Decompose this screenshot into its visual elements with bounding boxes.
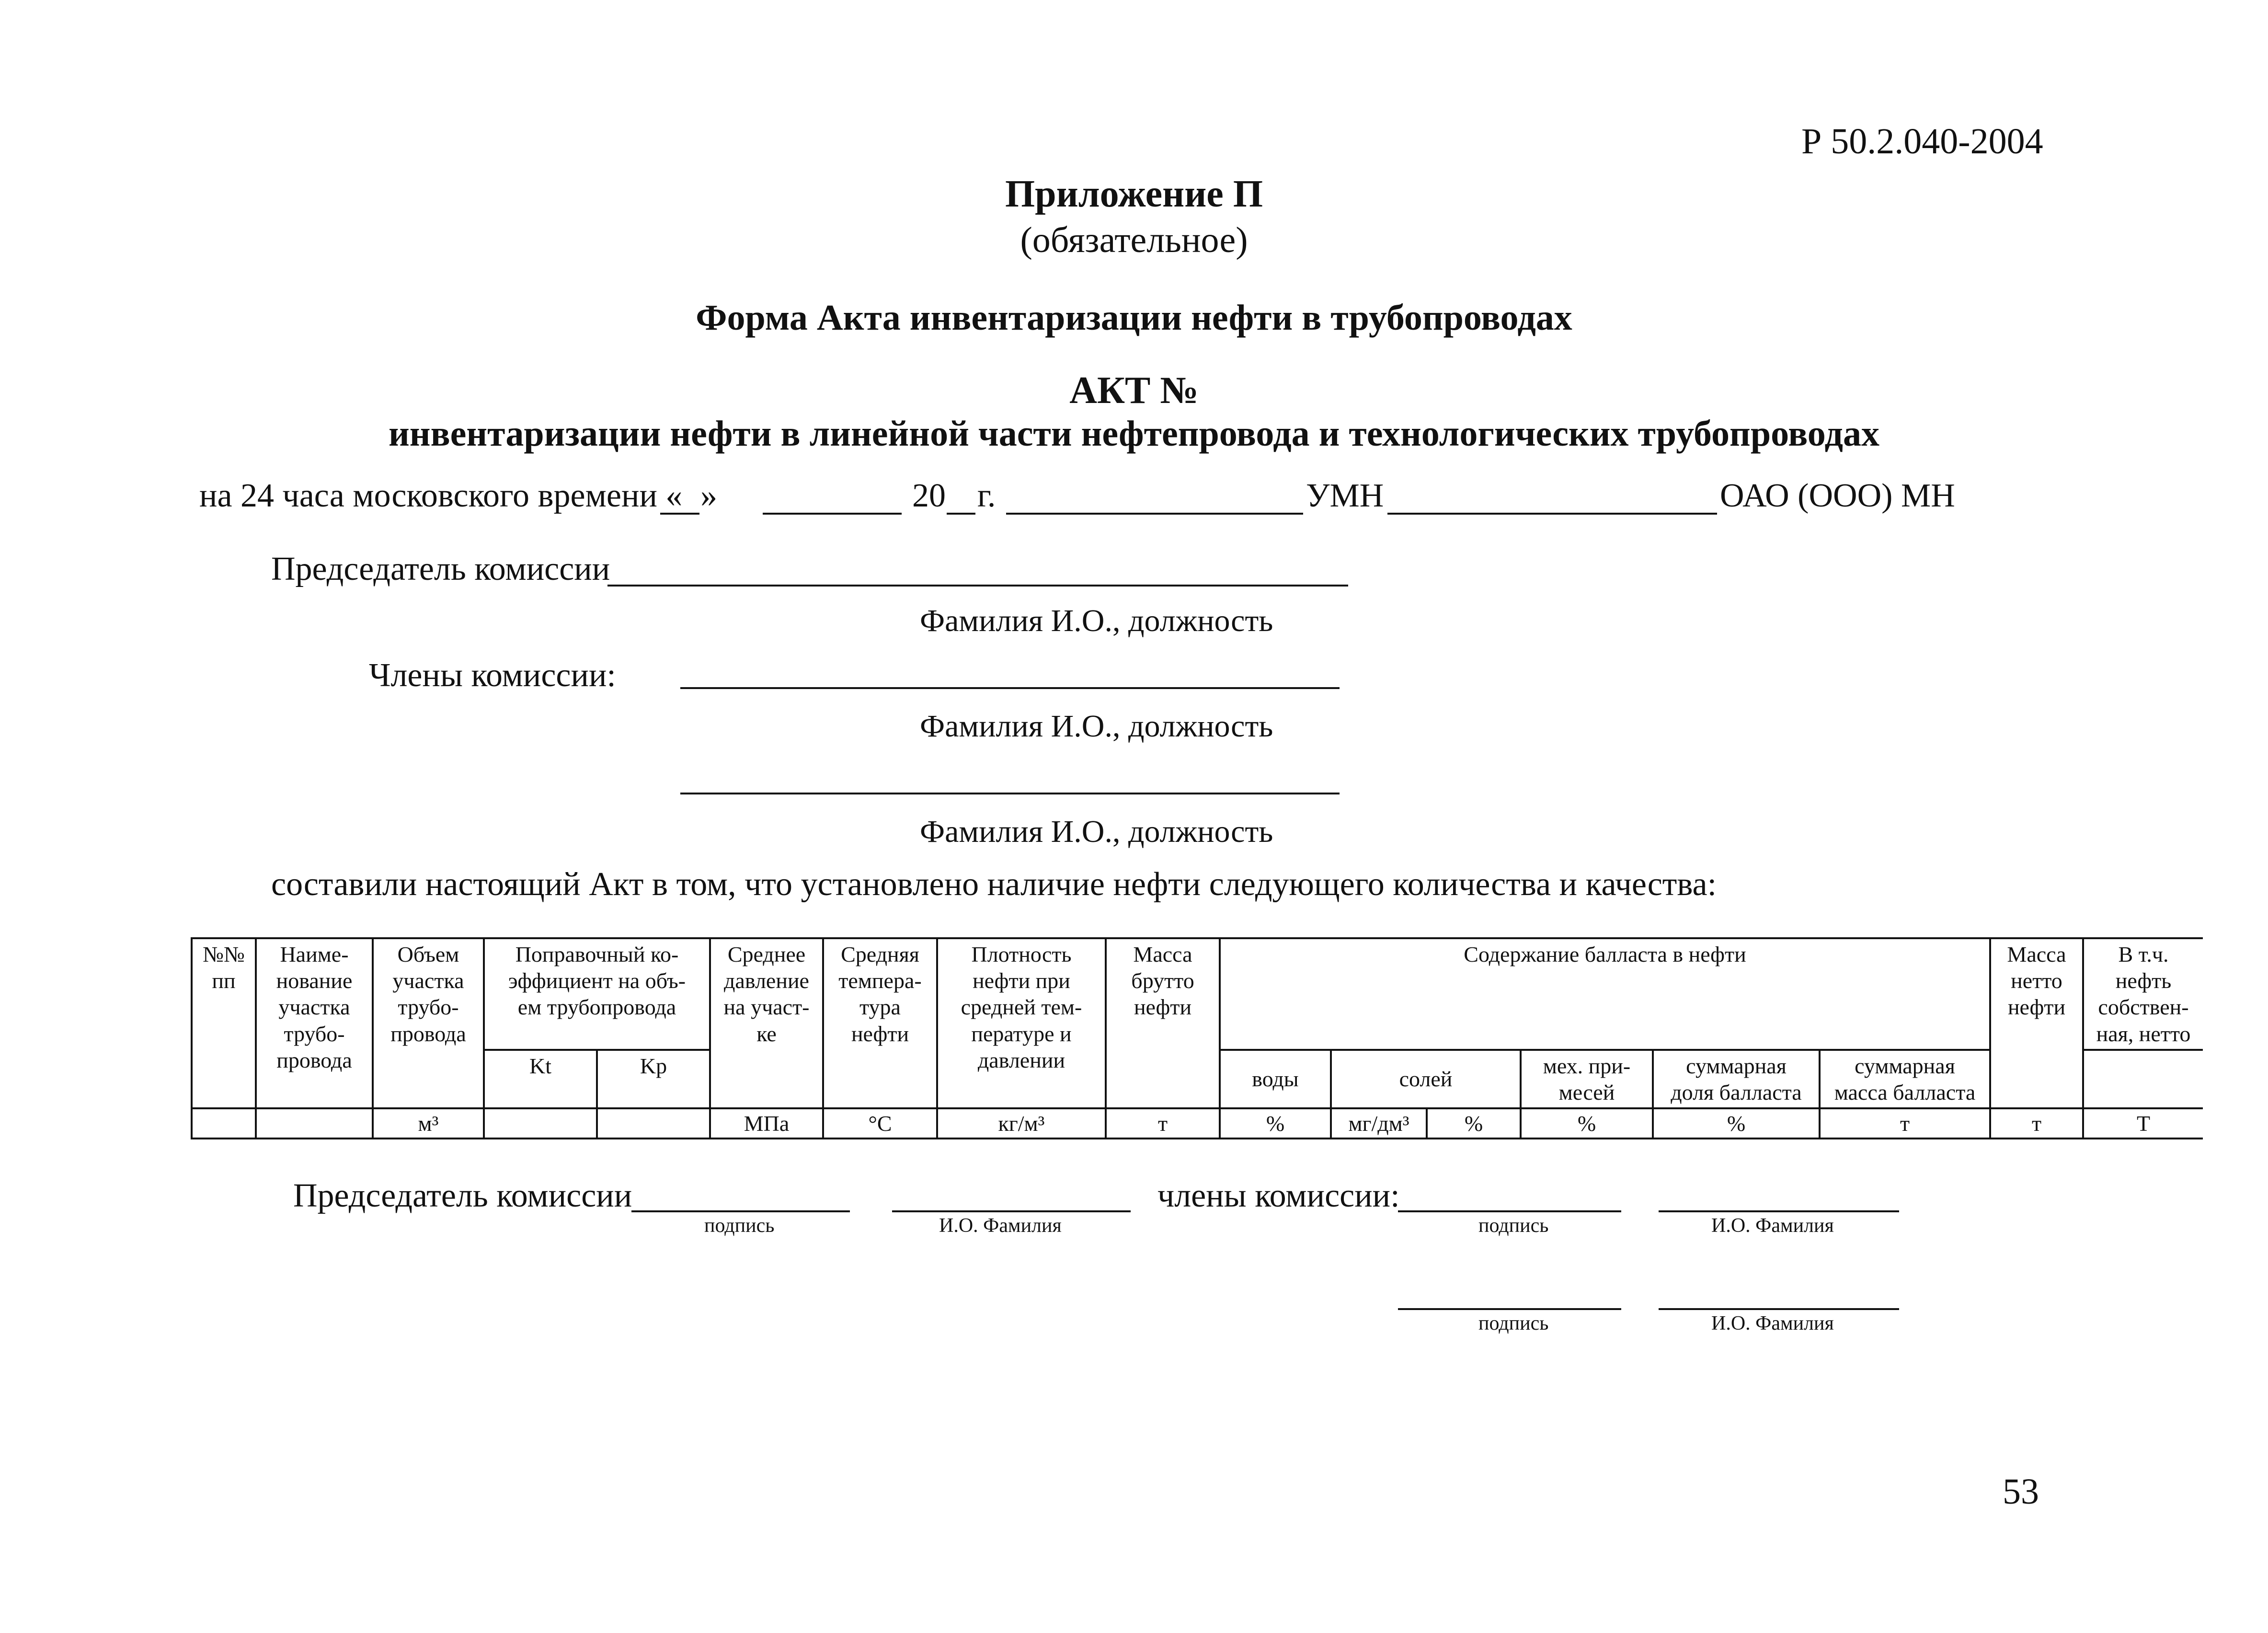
sig-chairman-name[interactable] [892, 1210, 1131, 1212]
appendix-title: Приложение П [1005, 173, 1263, 215]
year-suffix: г. [977, 477, 996, 514]
sig-member1-name[interactable] [1659, 1210, 1899, 1212]
unit-water: % [1220, 1108, 1331, 1138]
statement-text: составили настоящий Акт в том, что установлено наличие нефти следующего количества и качества: [271, 866, 1717, 903]
sig-chairman-name-caption: И.О. Фамилия [939, 1215, 1062, 1237]
act-subject: инвентаризации нефти в линейной части нефтепровода и технологических трубопроводах [389, 414, 1879, 454]
member-caption-2: Фамилия И.О., должность [920, 814, 1273, 849]
sig-member2-signature[interactable] [1398, 1308, 1621, 1310]
member-caption-1: Фамилия И.О., должность [920, 709, 1273, 744]
members-label: Члены комиссии: [369, 657, 616, 694]
sig-member2-name[interactable] [1659, 1308, 1899, 1310]
sig-member1-signature-caption: подпись [1478, 1215, 1549, 1237]
sig-members-label: члены комиссии: [1157, 1177, 1400, 1214]
unit-net-mass: т [1990, 1108, 2083, 1138]
sig-member1-name-caption: И.О. Фамилия [1711, 1215, 1834, 1237]
quote-close: » [700, 477, 717, 514]
th-own-net-blank [2083, 1050, 2203, 1108]
unit-gross-mass: т [1106, 1108, 1220, 1138]
th-volume: Объем участка трубо- провода [373, 938, 484, 1108]
th-net-mass: Масса нетто нефти [1990, 938, 2083, 1108]
unit-sum-share: % [1653, 1108, 1820, 1138]
th-ballast: Содержание балласта в нефти [1220, 938, 1990, 1050]
sig-member1-signature[interactable] [1398, 1210, 1621, 1212]
inventory-table [191, 937, 2203, 1139]
unit-salts-mg: мг/дм³ [1331, 1108, 1427, 1138]
th-kp: Kp [597, 1050, 710, 1108]
th-sum-share: суммарная доля балласта [1653, 1050, 1820, 1108]
chairman-field[interactable] [607, 585, 1348, 586]
unit-sum-mass: т [1820, 1108, 1990, 1138]
th-kt: Kt [484, 1050, 597, 1108]
form-title: Форма Акта инвентаризации нефти в трубопроводах [696, 298, 1572, 338]
sig-chairman-label: Председатель комиссии [293, 1177, 632, 1214]
th-coef: Поправочный ко- эффициент на объ- ем трубопровода [484, 938, 710, 1050]
th-num: №№ пп [192, 938, 256, 1108]
unit-own-net: Т [2083, 1108, 2203, 1138]
th-pressure: Среднее давление на участ- ке [710, 938, 823, 1108]
sig-chairman-signature-caption: подпись [704, 1215, 775, 1237]
th-own-net: В т.ч. нефть собствен- ная, нетто [2083, 938, 2203, 1050]
th-gross-mass: Масса брутто нефти [1106, 938, 1220, 1108]
year-prefix: 20 [912, 477, 946, 514]
th-temperature: Средняя темпера- тура нефти [823, 938, 937, 1108]
unit-num [192, 1108, 256, 1138]
org-label: ОАО (ООО) МН [1720, 477, 1955, 514]
th-water: воды [1220, 1050, 1331, 1108]
member-field-1[interactable] [680, 687, 1340, 689]
unit-name [256, 1108, 373, 1138]
act-number: АКТ № [1069, 369, 1199, 412]
unit-kt [484, 1108, 597, 1138]
appendix-status: (обязательное) [1020, 220, 1248, 260]
th-mech: мех. при- месей [1521, 1050, 1653, 1108]
sig-chairman-signature[interactable] [631, 1210, 850, 1212]
sig-member2-name-caption: И.О. Фамилия [1711, 1312, 1834, 1334]
unit-salts-pct: % [1427, 1108, 1521, 1138]
umn-field[interactable] [1387, 513, 1717, 515]
unit-kp [597, 1108, 710, 1138]
th-sum-mass: суммарная масса балласта [1820, 1050, 1990, 1108]
th-name: Наиме- нование участка трубо- провода [256, 938, 373, 1108]
document-number: Р 50.2.040-2004 [1801, 121, 2043, 161]
page-number: 53 [2003, 1472, 2039, 1512]
year-field[interactable] [947, 513, 975, 515]
date-prefix: на 24 часа московского времени « [199, 477, 683, 514]
th-density: Плотность нефти при средней тем- пературе и давлении [937, 938, 1106, 1108]
unit-mech: % [1521, 1108, 1653, 1138]
th-salts: солей [1331, 1050, 1521, 1108]
unit-pressure: МПа [710, 1108, 823, 1138]
chairman-label: Председатель комиссии [271, 551, 610, 587]
unit-volume: м³ [373, 1108, 484, 1138]
unit-temperature: °С [823, 1108, 937, 1138]
subdivision-field[interactable] [1006, 513, 1303, 515]
unit-density: кг/м³ [937, 1108, 1106, 1138]
day-field[interactable] [660, 513, 699, 515]
umn-label: УМН [1306, 477, 1384, 514]
member-field-2[interactable] [680, 793, 1340, 794]
chairman-caption: Фамилия И.О., должность [920, 603, 1273, 638]
month-field[interactable] [763, 513, 902, 515]
sig-member2-signature-caption: подпись [1478, 1312, 1549, 1334]
